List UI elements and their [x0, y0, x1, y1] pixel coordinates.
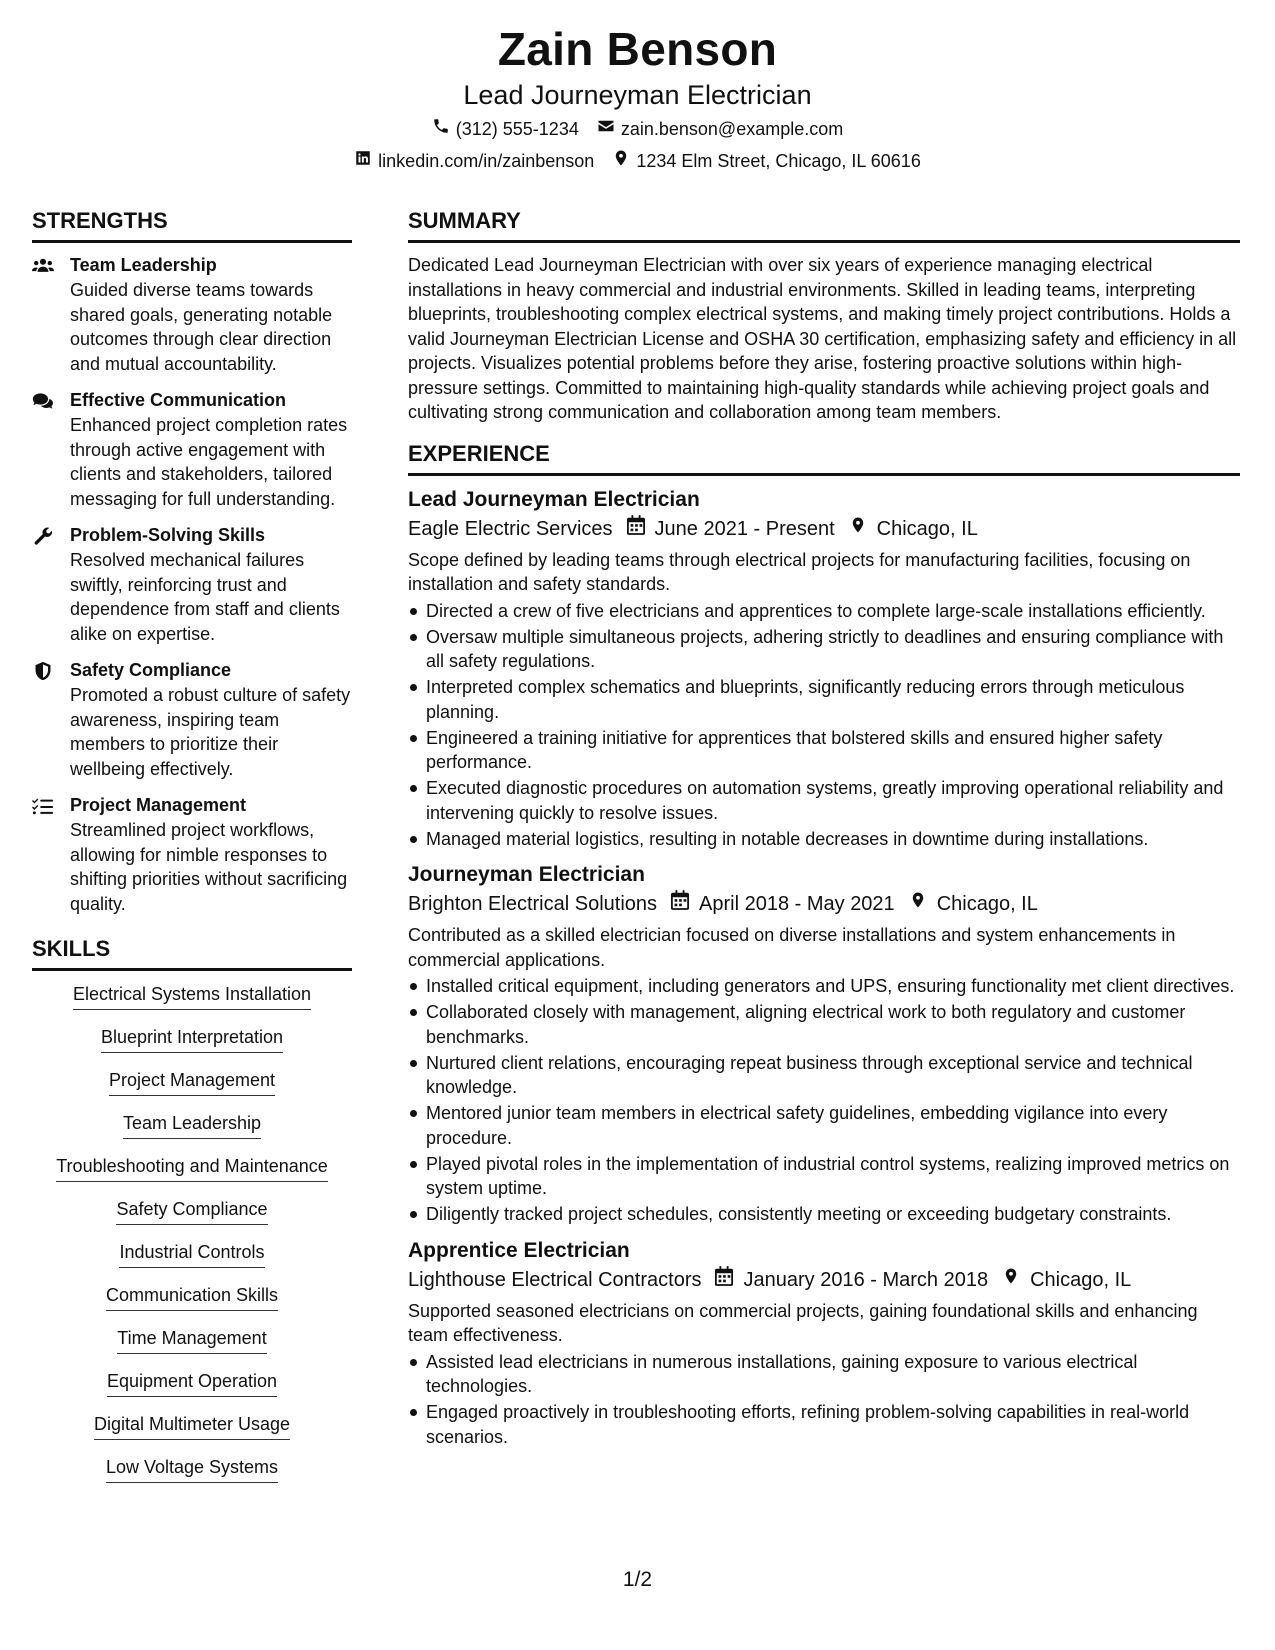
job-bullet: Executed diagnostic procedures on automation systems, greatly improving operational reliability and intervening quickly to resolve issues.	[408, 776, 1240, 825]
strength-title: Project Management	[70, 795, 247, 815]
contact-linkedin[interactable]	[354, 148, 594, 174]
job-bullet: Oversaw multiple simultaneous projects, adhering strictly to deadlines and ensuring compliance with all safety regulations.	[408, 625, 1240, 674]
company-name: Lighthouse Electrical Contractors	[408, 1268, 702, 1291]
skill-tag: Communication Skills	[106, 1282, 278, 1311]
strengths-heading: STRENGTHS	[32, 206, 352, 243]
comments-icon	[32, 388, 70, 511]
strength-description: Guided diverse teams towards shared goals, generating notable outcomes through clear direction and mutual accountability.	[70, 280, 333, 374]
calendar-icon	[627, 514, 645, 544]
job-bullets	[408, 599, 1240, 852]
skill-tag: Digital Multimeter Usage	[94, 1411, 290, 1440]
job-location	[909, 889, 1038, 919]
contact-row-secondary	[0, 148, 1275, 174]
list-check-icon	[32, 793, 70, 916]
skill-tag: Project Management	[109, 1067, 275, 1096]
strength-item	[32, 388, 352, 511]
job-title: Lead Journeyman Electrician	[408, 487, 700, 511]
linkedin-icon	[354, 148, 372, 174]
company-name: Eagle Electric Services	[408, 517, 613, 540]
strength-description: Resolved mechanical failures swiftly, reinforcing trust and dependence from staff and clients alike on expertise.	[70, 550, 340, 644]
job-meta	[408, 514, 1240, 544]
contact-address	[612, 148, 921, 174]
strength-item	[32, 658, 352, 781]
skills-heading: SKILLS	[32, 934, 352, 971]
job-bullet: Engineered a training initiative for apprentices that bolstered skills and ensured higher safety performance.	[408, 726, 1240, 775]
job-entry	[408, 1237, 1240, 1450]
job-bullets	[408, 974, 1240, 1227]
summary-text: Dedicated Lead Journeyman Electrician with over six years of experience managing electrical installations in heavy commercial and industrial environments. Skilled in leading teams, interpreting blueprints, troubleshooting complex electrical systems, and making timely project contributions. Holds a valid Journeyman Electrician License and OSHA 30 certification, emphasizing safety and efficiency in all projects. Visualizes potential problems before they arise, fostering proactive solutions within high-pressure settings. Committed to maintaining high-quality standards while achieving project goals and cultivating strong communication and collaboration among team members.	[408, 255, 1237, 422]
job-bullet: Directed a crew of five electricians and apprentices to complete large-scale installations efficiently.	[408, 599, 1240, 624]
job-title: Journeyman Electrician	[408, 863, 645, 886]
job-bullet: Installed critical equipment, including generators and UPS, ensuring functionality met client directives.	[408, 974, 1240, 999]
map-pin-icon	[612, 148, 630, 174]
calendar-icon	[671, 889, 689, 919]
map-pin-icon	[849, 514, 867, 544]
shield-icon	[32, 658, 70, 781]
candidate-name: Zain Benson	[497, 23, 778, 75]
job-location-text: Chicago, IL	[876, 517, 978, 540]
job-location	[1002, 1265, 1131, 1295]
job-entry	[408, 861, 1240, 1227]
job-description: Scope defined by leading teams through electrical projects for manufacturing facilities, focusing on installation and safety standards.	[408, 549, 1191, 594]
linkedin-link[interactable]: linkedin.com/in/zainbenson	[378, 151, 595, 171]
candidate-headline: Lead Journeyman Electrician	[463, 80, 812, 110]
skill-tag: Troubleshooting and Maintenance	[56, 1153, 328, 1182]
skill-tag: Team Leadership	[123, 1110, 261, 1139]
job-bullet: Assisted lead electricians in numerous installations, gaining exposure to various electrical technologies.	[408, 1350, 1240, 1399]
job-dates-text: April 2018 - May 2021	[699, 893, 895, 915]
strength-description: Streamlined project workflows, allowing for nimble responses to shifting priorities without sacrificing quality.	[70, 820, 348, 914]
skill-tag: Industrial Controls	[119, 1239, 264, 1268]
map-pin-icon	[1002, 1265, 1020, 1295]
job-meta	[408, 1265, 1240, 1295]
right-column	[408, 206, 1240, 1459]
skill-tag: Time Management	[117, 1325, 266, 1354]
strength-description: Promoted a robust culture of safety awareness, inspiring team members to prioritize their wellbeing effectively.	[70, 685, 351, 779]
company-name: Brighton Electrical Solutions	[408, 893, 658, 915]
address-text: 1234 Elm Street, Chicago, IL 60616	[636, 151, 921, 171]
contact-phone	[432, 116, 579, 142]
summary-heading: SUMMARY	[408, 206, 1240, 243]
strength-item	[32, 793, 352, 916]
skills-list	[32, 981, 352, 1497]
experience-heading: EXPERIENCE	[408, 439, 1240, 476]
email-link[interactable]: zain.benson@example.com	[620, 119, 844, 139]
page-number: 1/2	[622, 1568, 653, 1591]
job-dates	[671, 889, 895, 919]
job-dates	[715, 1265, 988, 1295]
wrench-icon	[32, 523, 70, 646]
strength-title: Safety Compliance	[70, 660, 232, 680]
skill-tag: Electrical Systems Installation	[73, 981, 311, 1010]
strength-title: Effective Communication	[70, 390, 287, 410]
phone-text: (312) 555-1234	[455, 119, 579, 139]
job-location-text: Chicago, IL	[936, 893, 1038, 915]
strength-description: Enhanced project completion rates through active engagement with clients and stakeholders, tailored messaging for full understanding.	[70, 415, 348, 509]
job-title: Apprentice Electrician	[408, 1238, 630, 1262]
skill-tag: Safety Compliance	[116, 1196, 267, 1225]
job-entry	[408, 486, 1240, 852]
users-icon	[32, 253, 70, 376]
job-meta	[408, 889, 1240, 919]
job-bullets	[408, 1350, 1240, 1450]
contact-email[interactable]	[597, 116, 843, 142]
job-bullet: Engaged proactively in troubleshooting efforts, refining problem-solving capabilities in real-world scenarios.	[408, 1400, 1240, 1449]
job-location-text: Chicago, IL	[1030, 1268, 1132, 1291]
job-dates-text: June 2021 - Present	[654, 517, 835, 540]
resume-header	[0, 22, 1275, 174]
job-location	[849, 514, 978, 544]
left-column	[32, 206, 352, 1497]
contact-row-primary	[0, 116, 1275, 142]
job-bullet: Interpreted complex schematics and blueprints, significantly reducing errors through meticulous planning.	[408, 675, 1240, 724]
job-bullet: Managed material logistics, resulting in notable decreases in downtime during installations.	[408, 827, 1240, 852]
skill-tag: Blueprint Interpretation	[101, 1024, 283, 1053]
envelope-icon	[597, 116, 615, 142]
strength-item	[32, 253, 352, 376]
job-dates	[627, 514, 835, 544]
strength-title: Team Leadership	[70, 255, 217, 275]
skill-tag: Low Voltage Systems	[106, 1454, 278, 1483]
job-bullet: Played pivotal roles in the implementation of industrial control systems, realizing improved metrics on system uptime.	[408, 1152, 1240, 1201]
job-bullet: Collaborated closely with management, aligning electrical work to both regulatory and customer benchmarks.	[408, 1000, 1240, 1049]
job-description: Supported seasoned electricians on commercial projects, gaining foundational skills and enhancing team effectiveness.	[408, 1300, 1198, 1345]
job-description: Contributed as a skilled electrician focused on diverse installations and system enhancements in commercial applications.	[408, 925, 1176, 970]
phone-icon	[432, 116, 450, 142]
job-bullet: Diligently tracked project schedules, consistently meeting or exceeding budgetary constraints.	[408, 1202, 1240, 1227]
skill-tag: Equipment Operation	[107, 1368, 277, 1397]
strength-title: Problem-Solving Skills	[70, 525, 266, 545]
strength-item	[32, 523, 352, 646]
job-dates-text: January 2016 - March 2018	[743, 1268, 989, 1291]
calendar-icon	[715, 1265, 733, 1295]
job-bullet: Mentored junior team members in electrical safety guidelines, embedding vigilance into every procedure.	[408, 1101, 1240, 1150]
job-bullet: Nurtured client relations, encouraging repeat business through exceptional service and technical knowledge.	[408, 1051, 1240, 1100]
map-pin-icon	[909, 889, 927, 919]
